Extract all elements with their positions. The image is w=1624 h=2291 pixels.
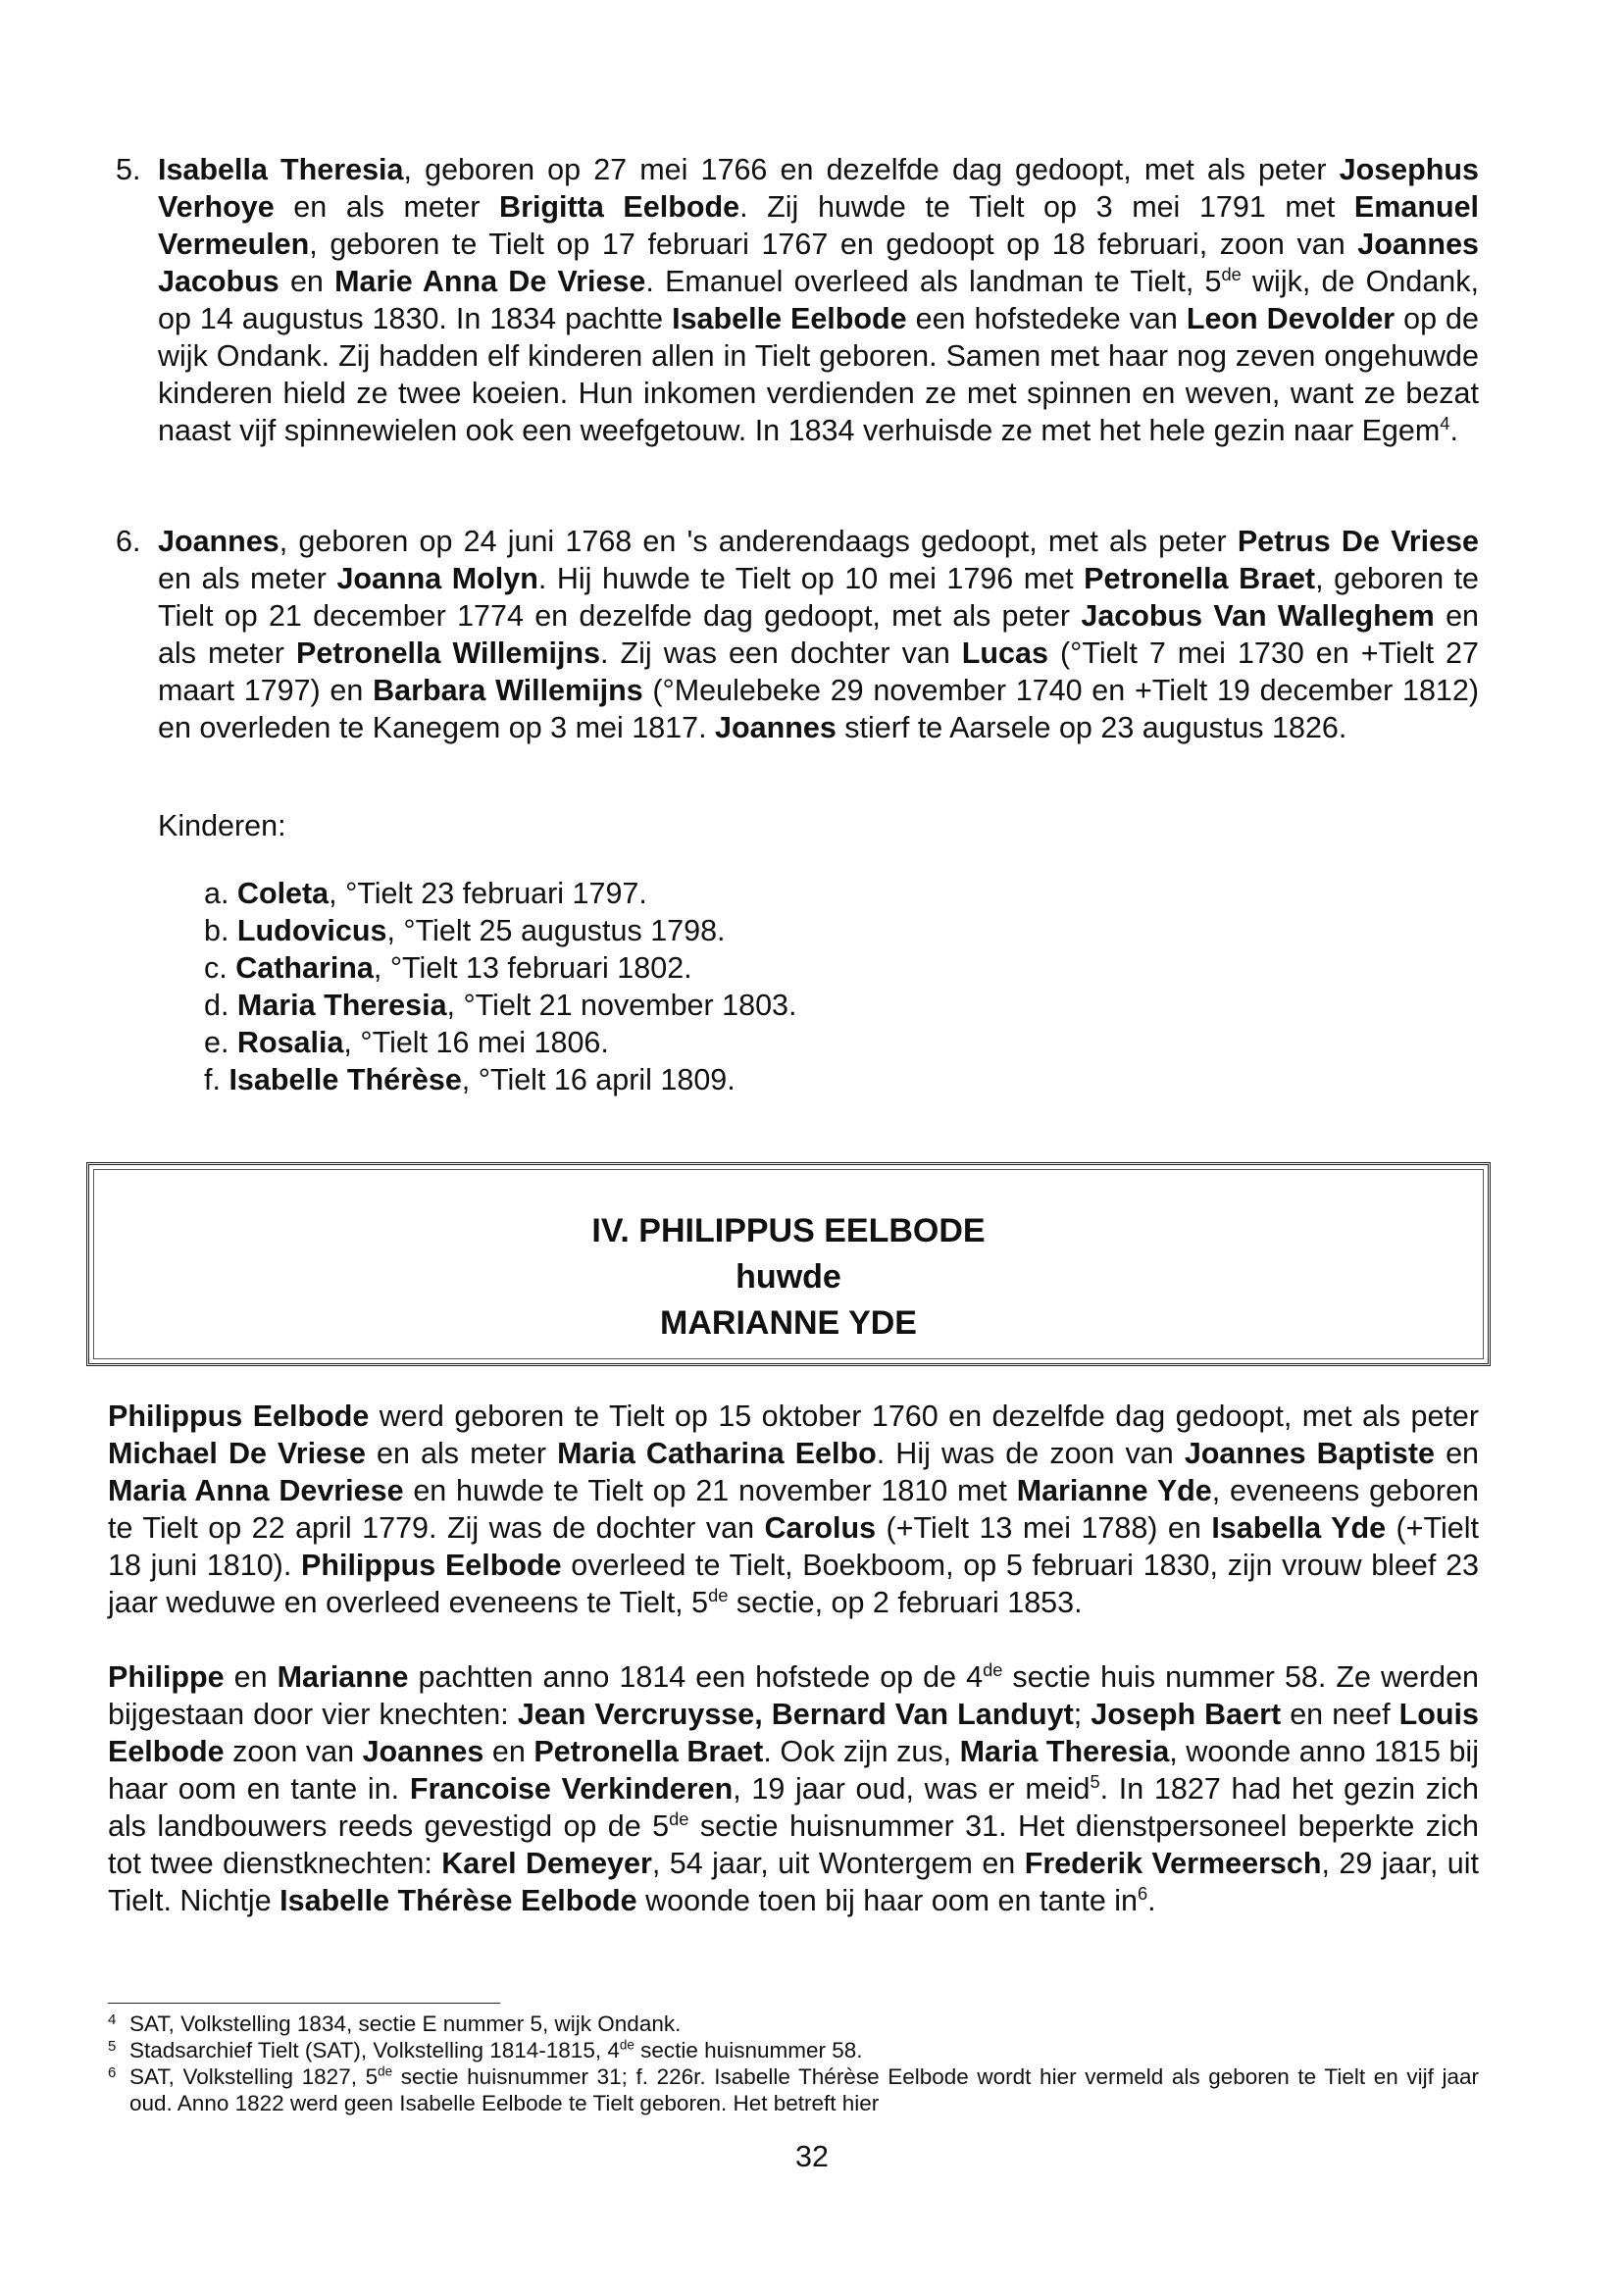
section-heading-box [86, 1162, 1491, 1366]
list-item: e. Rosalia, °Tielt 16 mei 1806. [204, 1026, 609, 1059]
footnote-4: 4 SAT, Volkstelling 1834, sectie E nummer 5, wijk Ondank. [108, 2011, 682, 2036]
section-title: IV. PHILIPPUS EELBODE [591, 1212, 986, 1249]
item-number: 5. [116, 153, 141, 186]
item-text: Isabella Theresia, geboren op 27 mei 1766 en dezelfde dag gedoopt, met als peter Josephus Verhoye en als meter Brigitta Eelbode. Zij huwde te Tielt op 3 mei 1791 met Emanuel Vermeulen, geboren te Tielt op 17 februari 1767 en gedoopt op 18 februari, zoon van Joannes Jacobus en Marie Anna De Vriese. Emanuel overleed als landman te Tielt, 5de wijk, de Ondank, op 14 augustus 1830. In 1834 pachtte Isabelle Eelbode een hofstedeke van Leon Devolder op de wijk Ondank. Zij hadden elf kinderen allen in Tielt geboren. Samen met haar nog zeven ongehuwde kinderen hield ze twee koeien. Hun inkomen verdienden ze met spinnen en weven, want ze bezat naast vijf spinnewielen ook een weefgetouw. In 1834 verhuisde ze met het hele gezin naar Egem$^4$. [158, 153, 1480, 447]
footnote-6: 6 SAT, Volkstelling 1827, 5de sectie huisnummer 31; f. 226r. Isabelle Thérèse Eelbode wordt hier vermeld als geboren te Tielt en vijf jaar oud. Anno 1822 werd geen Isabelle Eelbode te Tielt geboren. Het betreft hier [108, 2063, 1479, 2115]
list-item: c. Catharina, °Tielt 13 februari 1802. [204, 951, 692, 985]
item-number: 6. [116, 525, 141, 558]
children-list [204, 875, 796, 1098]
list-item: f. Isabelle Thérèse, °Tielt 16 april 1809. [204, 1063, 736, 1096]
list-item: a. Coleta, °Tielt 23 februari 1797. [204, 877, 647, 910]
item-text: Joannes, geboren op 24 juni 1768 en 's anderendaags gedoopt, met als peter Petrus De Vriese en als meter Joanna Molyn. Hij huwde te Tielt op 10 mei 1796 met Petronella Braet, geboren te Tielt op 21 december 1774 en dezelfde dag gedoopt, met als peter Jacobus Van Walleghem en als meter Petronella Willemijns. Zij was een dochter van Lucas (°Tielt 7 mei 1730 en +Tielt 27 maart 1797) en Barbara Willemijns (°Meulebeke 29 november 1740 en +Tielt 19 december 1812) en overleden te Kanegem op 3 mei 1817. Joannes stierf te Aarsele op 23 augustus 1826. [158, 525, 1480, 744]
footnote-divider [108, 2003, 500, 2004]
paragraph-2: Philippe en Marianne pachtten anno 1814 een hofstede op de 4de sectie huis nummer 58. Ze werden bijgestaan door vier knechten: Jean Vercruysse, Bernard Van Landuyt; Joseph Baert en neef Louis Eelbode zoon van Joannes en Petronella Braet. Ook zijn zus, Maria Theresia, woonde anno 1815 bij haar oom en tante in. Francoise Verkinderen, 19 jaar oud, was er meid$^5$. In 1827 had het gezin zich als landbouwers reeds gevestigd op de 5de sectie huisnummer 31. Het dienstpersoneel beperkte zich tot twee dienstknechten: Karel Demeyer, 54 jaar, uit Wontergem en Frederik Vermeersch, 29 jaar, uit Tielt. Nichtje Isabelle Thérèse Eelbode woonde toen bij haar oom en tante $in^6$. [108, 1658, 1480, 1917]
section-subtitle: huwde [736, 1258, 841, 1296]
list-item: b. Ludovicus, °Tielt 25 augustus 1798. [204, 914, 726, 947]
page-number: 32 [795, 2140, 829, 2173]
list-item-5 [116, 151, 1479, 449]
footnotes [108, 2011, 1479, 2116]
footnote-5: 5 Stadsarchief Tielt (SAT), Volkstelling 1814-1815, 4de sectie huisnummer 58. [108, 2037, 863, 2062]
section-spouse: MARIANNE YDE [660, 1304, 917, 1342]
list-item: d. Maria Theresia, °Tielt 21 november 1803. [204, 989, 797, 1022]
paragraph-1: Philippus Eelbode werd geboren te Tielt op 15 oktober 1760 en dezelfde dag gedoopt, met als peter Michael De Vriese en als meter Maria Catharina Eelbo. Hij was de zoon van Joannes Baptiste en Maria Anna Devriese en huwde te Tielt op 21 november 1810 met Marianne Yde, eveneens geboren te Tielt op 22 april 1779. Zij was de dochter van Carolus (+Tielt 13 mei 1788) en Isabella Yde (+Tielt 18 juni 1810). Philippus Eelbode overleed te Tielt, Boekboom, op 5 februari 1830, zijn vrouw bleef 23 jaar weduwe en overleed eveneens te Tielt, 5de sectie, op 2 februari 1853. [108, 1400, 1480, 1619]
list-item-6 [116, 523, 1479, 746]
children-label: Kinderen: [158, 809, 286, 842]
